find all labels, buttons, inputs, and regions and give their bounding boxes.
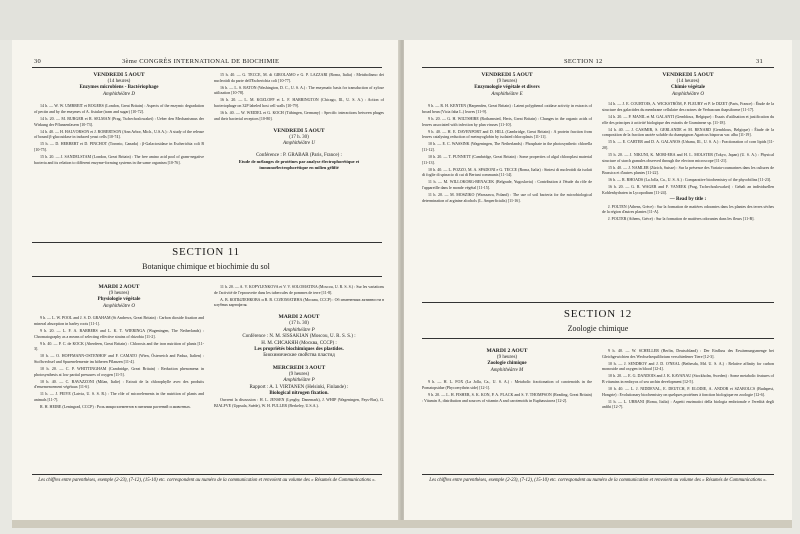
footer-note: Les chiffres entre parenthèses, exemple (2-23), (7-12), (15-10) etc. correspondent au numéro de la communication et renvoient au volume des « Résumés de Communications ». <box>429 478 767 483</box>
discussion-text: Ouvrent la discussion : H. L. JENSEN (Lyngby, Danemark), J. WHIP (Wageningen, Pays-Bas), G. BJALFVE (Uppsala, Suède), W. H. FULLER (Berkeley, U.S.A.). <box>214 397 384 409</box>
rapport-title: Biological nitrogen fixation. <box>269 391 329 397</box>
list-item: 14 h. 40. — H. HALVORSON et J. ROBERTSON (Ann Arbor, Mich., U.S.A.) : A study of the release of bound β-glucosidase in induced yeast cells [10-74]. <box>34 128 204 140</box>
session-day: MERCREDI 3 AOUT <box>272 364 326 371</box>
session-time: (9 heures) <box>288 371 310 377</box>
list-item: J. POLTEN (Athens, Grèce) : Sur la formation de matières odorantes dans les plantes des terres sèches de la région d'autres plantes [11-A]. <box>602 203 774 215</box>
list-item: 16 h. — L. S. RATON (Washington, D. C., U. S. A.) : The enzymatic basis for transduction of xylose utilization [10-78]. <box>214 84 384 96</box>
open-book <box>12 40 792 528</box>
list-item: 14 h. 20. — M. BURGER et R. SELMAN (Prag, Tschechoslowakei) : Ueber den Mechanismus der Wirkung der Pflanzenfasern [10-73]. <box>34 115 204 127</box>
session-room: Amphithéâtre E <box>491 91 523 97</box>
left-head-rule <box>32 67 382 68</box>
list-item: 9 h. — R. H. KENTEN (Harpenden, Great Britain) : Latent polyphenol oxidase activity in extracts of broad bean (Vicia faba L.) leaves [11-9]. <box>422 103 592 114</box>
list-item: 14 h. — W. W. UMBREIT et ROGERS (London, Great Britain) : Aspects of the enzymic degradation of pectin and by the enzymes of A. fistulae (tram and sugar) [10-72]. <box>34 103 204 114</box>
list-item: 10 h. — E. C. WASSINK (Wageningen, The Netherlands) : Phosphate in the photosynthetic chlorella [11-12]. <box>422 141 592 152</box>
list-item: 14 h. 40. — J. CASIMIR, S. GERLANDE et M. RENARD (Gembloux, Belgique) : Étude de la composition de la fraction azotée soluble du champignon Agaricus bisporus var. alba [11-19]. <box>602 126 774 138</box>
list-item: 16 h. 40. — W. WEIDEL et G. KOCH (Tübingen, Germany) : Specific interactions between phages and their bacterial receptors [10-80]. <box>214 110 384 121</box>
right-page <box>404 40 792 528</box>
list-item: 9 h. 40. — W. SCHELLER (Berlin, Deutschland) : Der Einfluss des Erwärmungsmenge bei Gleichgewichten des Wechselsequilibrium verschiedener Tiere [12-3]. <box>602 348 774 359</box>
session-theme: Physiologie végétale <box>97 297 141 303</box>
left-col2 <box>214 72 384 170</box>
session-theme: Enzymes microbiens - Bactériophage <box>79 85 159 91</box>
session-time: (17 h. 30) <box>289 134 309 140</box>
list-item: 9 h. 20. — L. F. A. BARBERS and L. K. T. WIERINGA (Wageningen, The Netherlands) : Chromatography as a means of selecting effective strains of rhizobia [11-2]. <box>34 327 204 339</box>
section-rule-top <box>32 242 382 243</box>
list-item: 15 h. — D. HERBERT et D. PINCHOT (Toronto, Canada) : β-Galactosidase in Escherichia coli B [10-75]. <box>34 141 204 152</box>
read-by-title-heading: — Read by title : <box>669 197 707 203</box>
session-day: MARDI 2 AOUT <box>486 348 528 354</box>
session-room: Amphithéâtre O <box>103 303 135 309</box>
session-time: (9 heures) <box>108 291 130 296</box>
list-item: 9 h. 20. — L. H. FISHER, S. K. KON, P. A. PLACK and S. Y. THOMPSON (Reading, Great Britain) : Vitamin A, distribution and sources of vitamin A and carotenoids in Euphausiacea [12-2]. <box>422 391 592 403</box>
footer-rule <box>422 474 774 475</box>
section-title: Zoologie chimique <box>567 324 629 333</box>
conference-title-cyrillic: Биохимические свойства пластид <box>263 353 335 359</box>
session-time: (9 heures) <box>496 79 518 84</box>
conference-title: Les propriétés biochimiques des plastides. <box>254 347 344 352</box>
list-item: 11 h. — J. PEIVE (Latvia, U. S. S. R.) : The rôle of microelements in the nutrition of plants and animals [11-7]. <box>34 391 204 402</box>
rapport-speaker: Rapport : A. I. VIRTANEN (Helsinki, Finlande) : <box>249 384 349 390</box>
list-item: 10 h. 20. — E. G. DANDOIS and J. K. KAVANAU (Stockholm, Sweden) : Some metabolic features of B vitamins in embryos of sea urchin development [12-5]. <box>602 373 774 384</box>
list-item: J. POLTER (Athens, Grèce) : Sur la formation de matières odorantes dans les fleurs [11-B]. <box>608 216 755 222</box>
session-day: MARDI 2 AOUT <box>278 314 320 321</box>
page-edges <box>12 520 792 528</box>
left-col4 <box>214 284 384 410</box>
background-top <box>0 0 800 40</box>
section-rule-bottom <box>32 276 382 277</box>
session-room: Amphithéâtre P <box>283 327 315 333</box>
list-item: 10 h. 40. — L. POZZO, M. A. SPADONI e G. TECCE (Roma, Italia) : Sintesi di nucleotidi da isolati di foglie di spinacio di cui di Bertani communis [11-14]. <box>422 166 592 178</box>
session-time: (17 h. 30) <box>289 321 309 327</box>
session-room: Amphithéâtre U <box>283 141 315 147</box>
right-head-rule <box>422 67 774 68</box>
list-item: 15 h. 40. — J. NAMLER (Zürich, Suisse) : Sur la présence des Variaia-coumarines dans les cultures de Brassica et d'autres plantes [11-22]. <box>602 164 774 176</box>
list-item: 15 h. 40. — G. TECCE, M. di GIROLAMO e G. P. LAZZARI (Roma, Italia) : Metabolismo dei nucleotidi da parte dell'Escherichia coli [10-77]. <box>214 72 384 83</box>
right-col1 <box>422 72 592 205</box>
conference-speaker-cyrillic: Н. М. СИСАКЯН (Москва, СССР) : <box>261 340 337 346</box>
right-col3 <box>422 348 592 405</box>
list-item: 10 h. — J. SENDROY and J. D. O'NEAL (Bethesda, Md. U. S. A.) : Relative affinity for carbon monoxide and oxygen in blood [12-4]. <box>602 360 774 372</box>
session-room: Amphithéâtre P <box>283 378 315 384</box>
list-item: 11 h. — M. WILLOKORG-BENACEK (Belgrade, Yugoslavia) : Contribution à l'étude du rôle de l'appareille dans le monde végétal [11-15]. <box>422 179 592 190</box>
section-rule-top <box>422 302 774 303</box>
list-item: 9 h. — H. L. FOX (La Jolla, Ca., U. S. A.) : Metabolic fractionation of carotenoids in the Pomatopsidae (Phycoerythrin side) [12-1]. <box>422 379 592 390</box>
section-number: SECTION 11 <box>172 246 240 258</box>
left-running-head: 3ème CONGRÈS INTERNATIONAL DE BIOCHIMIE <box>122 58 280 65</box>
list-item: 16 h. — R. RHOADS (La Jolla, Ca., U. S. A.) : Comparative biochemistry of the phycobilins [11-23]. <box>608 177 772 183</box>
left-col3 <box>34 284 204 411</box>
session-time: (9 heures) <box>496 355 518 360</box>
list-item: R. H. HEIBE (Leningrad, CCCP) : Роль микроэлементов в питании растений и животных. <box>40 404 191 410</box>
footer-rule <box>32 474 382 475</box>
session-day: VENDREDI 5 AOUT <box>273 127 325 134</box>
list-item: 10 h. 40. — L. J. NIDDEVAL, E. DEUTCH, P. ELODIE, A. ANDOR et SZABOLCS (Budapest, Hongrie) : Evolutionary biochemistry on quelques protéines à fonction biologique en zoologie [12-6]. <box>602 386 774 397</box>
session-time: (14 heures) <box>676 79 700 84</box>
right-col2 <box>602 72 774 223</box>
left-page <box>12 40 400 528</box>
footer-note: Les chiffres entre parenthèses, exemple (2-23), (7-12), (15-10) etc. correspondent au numéro de la communication et renvoient au volume des « Résumés de Communications ». <box>38 478 376 483</box>
session-theme: Chimie végétale <box>670 85 706 91</box>
session-room: Amphithéâtre M <box>490 367 524 373</box>
session-theme: Enzymologie végétale et divers <box>474 85 540 91</box>
list-item: 10 h. 40. — C. BAVAZZONI (Milan, Italie) : Extrait de la chlorophylle avec des produits d'ensemencement végétaux [11-6]. <box>34 378 204 390</box>
session-room: Amphithéâtre O <box>672 91 704 97</box>
right-running-head: SECTION 12 <box>564 58 603 65</box>
conference-title: Etude de mélanges de protéines par analyse électrophorétique et immunoélectrophorétique en milieu gélifié <box>238 158 360 170</box>
session-theme: Zoologie chimique <box>487 361 527 367</box>
section-number: SECTION 12 <box>563 308 633 320</box>
session-time: (14 heures) <box>107 79 131 84</box>
session-day: MARDI 2 AOUT <box>98 284 140 290</box>
left-col1 <box>34 72 204 167</box>
session-day: VENDREDI 5 AOUT <box>481 72 533 78</box>
list-item: 9 h. 40. — P. C. de KOCK (Aberdeen, Great Britain) : Chlorosis and the iron nutrition of plants [11-3]. <box>34 340 204 352</box>
list-item: 9 h. 40. — H. E. DAVENPORT and D. HILL (Cambridge, Great Britain) : A protein fraction from leaves catalysing reduction of metmyoglobin by isolated chloroplasts [11-11]. <box>422 128 592 140</box>
list-item: A. B. КОПЫЛЕНКОВА и В. В. СОЛОМАТИНА (Москва, СССР) : Об изменениях активности в клубнях картофеля. <box>214 296 384 308</box>
list-item: 15 h. 20. — J. SANDELSTAM (London, Great Britain) : The free amino acid pool of gram-negative bacteria and its relation to different enzyme-forming systems in the same organism [10-76]. <box>34 153 204 165</box>
list-item: 11 h. — L. URBANI (Roma, Italia) : Aspetti enzimatici della biologia embrionale e l'eredità degli anfibi [12-7]. <box>602 398 774 410</box>
session-day: VENDREDI 5 AOUT <box>93 72 145 78</box>
list-item: 16 h. 20. — L. M. KOZLOFF et L. F. HARRINGTON (Chicago, Ill., U. S. A.) : Action of bacteriophage on 32P labeled host cell walls [10-79]. <box>214 97 384 108</box>
list-item: 10 h. 20. — T. PUNNETT (Cambridge, Great Britain) : Some properties of algal chloroplast material [11-13]. <box>422 153 592 165</box>
session-room: Amphithéâtre D <box>103 91 135 97</box>
list-item: 15 h. 20. — J. NIKUNI, K. MORI-ERA and H. L. MOLSTER (Tokyo, Japan) (U. S. A.) : Physical structure of starch granules observed through the electron microscope [11-21]. <box>602 151 774 163</box>
section-rule-bottom <box>422 338 774 339</box>
list-item: 14 h. 20. — P. MANIL et M. GALANTI (Gembloux, Belgique) : Essais d'utilisation et justification du rôle des principes à activité biologique des extraits de Gramineae sp. [11-18]. <box>602 113 774 125</box>
right-col4 <box>602 348 774 411</box>
list-item: 16 h. 20. — G. R. WAGER and F. VANEEK (Prag, Tschechoslowakei) : Gehalt an individuellen Kohlenhydraten in Lycopodium [11-24]. <box>602 184 774 196</box>
list-item: 11 h. 20. — M. MOSZIKO (Warszawa, Poland) : The use of soil bacteria for the microbiological determination of arginine alcohols (L. Amperficialis) [11-16]. <box>422 192 592 203</box>
list-item: 9 h. 20. — G. H. WILTSHIRE (Rothamsted, Herts, Great Britain) : Changes in the organic acids of leaves associated with infection by plan viruses [11-10]. <box>422 115 592 127</box>
list-item: 10 h. — O. HOFFMANN-OSTENHOF and F. CAMATO (Wien, Österreich and Padua, Italien) : Stoffwechsel und Spurenelemente im höheren Pflanzen [11-4]. <box>34 353 204 364</box>
list-item: 14 h. — J. E. COURTOIS, A. WICKSTRÖM, P. FLEURY et P. le DIZET (Paris, France) : Étude de la structure des galactides du membrane cellulaire des racines de Verbascum thapsiforme [11-17]. <box>602 101 774 112</box>
section-title: Botanique chimique et biochimie du sol <box>142 262 270 271</box>
list-item: 15 h. — E. CARTER and D. A. GALANOS (Urbana, Ill., U. S. A.) : Fractionation of corn lipids [11-20]. <box>602 139 774 150</box>
right-page-number: 31 <box>756 58 764 65</box>
conference-speaker: Conférence : P. GRABAR (Paris, France) : <box>256 152 342 158</box>
list-item: 9 h. — L. W. POOL and J. S. D. GRAHAM (St Andrews, Great Britain) : Carbon dioxide fixation and mineral absorption in barley roots [11-1]. <box>34 315 204 326</box>
conference-speaker: Conférence : N. M. SISSAKIAN (Moscou, U. R. S. S.) : <box>242 334 356 340</box>
list-item: 10 h. 20. — C. P. WHITTINGHAM (Cambridge, Great Britain) : Reduction phenomena in photosynthesis at low partial pressures of oxygen [11-5]. <box>34 365 204 377</box>
left-page-number: 30 <box>34 58 42 65</box>
list-item: 11 h. 20. — A. V. KOPYLENKOVA et V. V. SOLOMATINA (Moscou, U. R. S. S.) : Sur les variations de l'activité de l'eprouvette dans les tubercules de pommes de terre [11-8]. <box>214 284 385 295</box>
session-day: VENDREDI 5 AOUT <box>662 72 714 78</box>
